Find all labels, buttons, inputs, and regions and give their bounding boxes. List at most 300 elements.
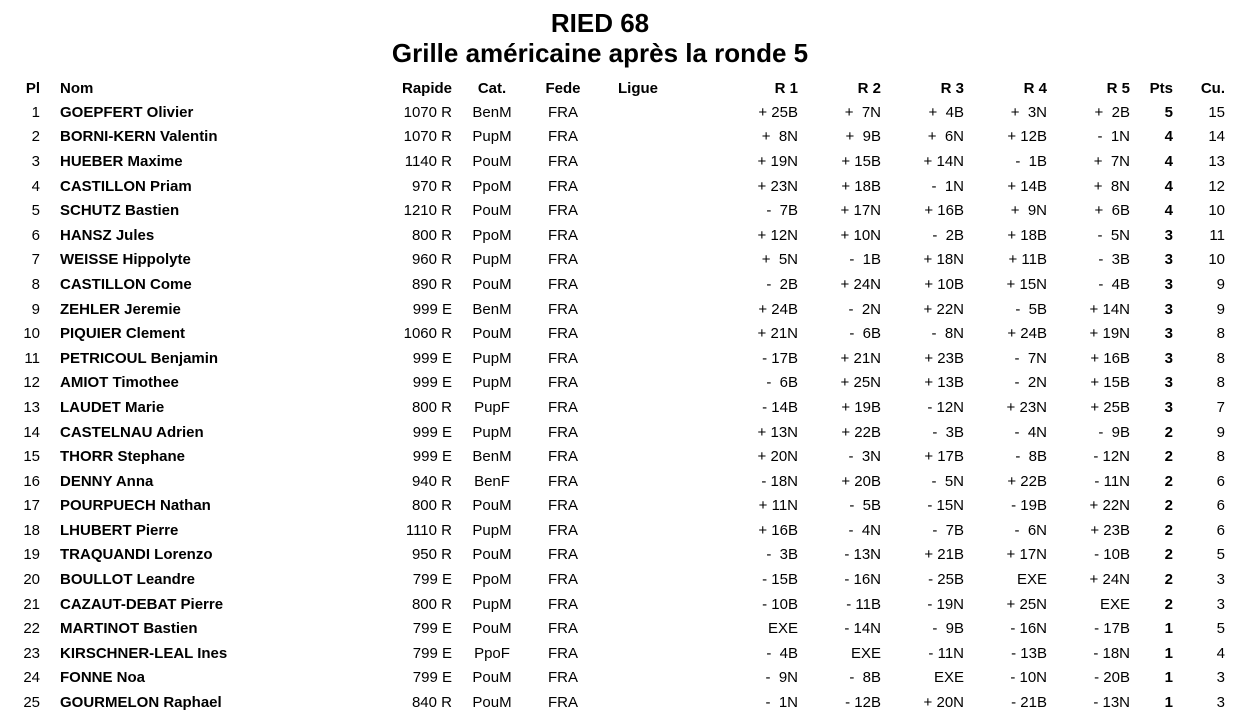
cell-ligue [594, 666, 718, 691]
cell-r5: - 10B [1094, 546, 1130, 564]
cell-cu: 8 [1216, 374, 1225, 392]
cell-r3: + 13B [924, 374, 964, 392]
cell-fede: FRA [548, 497, 578, 515]
cell-r3: - 19N [927, 595, 964, 613]
cell-r1: - 6B [766, 374, 798, 392]
cell-cu: 13 [1208, 152, 1225, 170]
table-row [0, 518, 1235, 543]
cell-r5: - 12N [1093, 448, 1130, 466]
cell-nom: WEISSE Hippolyte [60, 251, 191, 269]
cell-cu: 8 [1216, 325, 1225, 343]
cell-ligue [594, 321, 718, 346]
cell-pl: 22 [23, 620, 40, 638]
cell-cat: PupM [472, 521, 512, 539]
cell-cat: PouM [472, 275, 512, 293]
table-row [0, 666, 1235, 691]
cell-cat: BenM [472, 300, 512, 318]
cell-r4: + 3N [1010, 103, 1047, 121]
page-title: RIED 68 [550, 8, 650, 38]
cell-r2: + 19B [841, 398, 881, 416]
cell-cat: PouM [472, 497, 512, 515]
cell-cat: PouM [472, 152, 512, 170]
cell-r1: - 17B [762, 349, 798, 367]
cell-fede: FRA [548, 644, 578, 662]
cell-r3: + 16B [924, 202, 964, 220]
cell-pl: 3 [31, 152, 40, 170]
cell-rapide: 799 E [412, 644, 452, 662]
cell-r5: + 23B [1090, 521, 1130, 539]
cell-pts: 2 [1164, 595, 1173, 613]
cell-nom: PIQUIER Clement [60, 325, 186, 343]
cell-ligue [594, 395, 718, 420]
cell-fede: FRA [548, 128, 578, 146]
cell-fede: FRA [548, 275, 578, 293]
cell-r1: + 21N [757, 325, 798, 343]
cell-fede: FRA [548, 251, 578, 269]
cell-pl: 25 [23, 694, 40, 712]
cell-pts: 2 [1164, 521, 1173, 539]
cell-r4: + 25N [1006, 595, 1047, 613]
cell-cu: 12 [1208, 177, 1225, 195]
cell-pts: 4 [1164, 202, 1173, 220]
cell-ligue [594, 100, 718, 125]
cell-nom: HUEBER Maxime [60, 152, 183, 170]
cell-r1: + 16B [758, 521, 798, 539]
cell-pl: 11 [24, 349, 40, 367]
cell-r1: - 4B [766, 644, 798, 662]
cell-cat: PpoM [472, 226, 512, 244]
header-fede: Fede [545, 80, 581, 97]
header-cu: Cu. [1200, 80, 1225, 97]
cell-cu: 6 [1216, 472, 1225, 490]
cell-rapide: 999 E [412, 300, 452, 318]
table-row [0, 641, 1235, 666]
cell-r4: - 19B [1011, 497, 1047, 515]
cell-cu: 8 [1216, 448, 1225, 466]
cell-fede: FRA [548, 349, 578, 367]
cell-ligue [594, 371, 718, 396]
cell-r4: - 2N [1014, 374, 1047, 392]
cell-r4: + 11B [1008, 251, 1047, 269]
cell-pts: 1 [1164, 669, 1173, 687]
cell-cu: 5 [1216, 620, 1225, 638]
cell-r3: + 14N [923, 152, 964, 170]
cell-pl: 15 [23, 448, 40, 466]
header-r3: R 3 [940, 80, 964, 97]
header-pl: Pl [25, 80, 40, 97]
cell-nom: LAUDET Marie [60, 398, 165, 416]
cell-r1: - 10B [762, 595, 798, 613]
cell-r2: + 7N [844, 103, 881, 121]
cell-nom: KIRSCHNER-LEAL Ines [60, 644, 228, 662]
cell-rapide: 1110 R [405, 521, 452, 539]
cell-cu: 3 [1216, 669, 1225, 687]
cell-cu: 9 [1216, 300, 1225, 318]
cell-cat: PupM [472, 423, 512, 441]
cell-ligue [594, 346, 718, 371]
cell-rapide: 800 R [411, 398, 452, 416]
cell-cat: PouM [472, 694, 512, 712]
cell-r4: - 1B [1015, 152, 1047, 170]
table-row [0, 616, 1235, 641]
cell-ligue [594, 543, 718, 568]
cell-fede: FRA [548, 374, 578, 392]
cell-nom: CASTELNAU Adrien [60, 423, 204, 441]
cell-r2: - 12B [845, 694, 881, 712]
header-r2: R 2 [857, 80, 881, 97]
cell-cu: 6 [1216, 521, 1225, 539]
cell-r2: + 20B [841, 472, 881, 490]
cell-pts: 3 [1164, 275, 1173, 293]
cell-r4: + 14B [1007, 177, 1047, 195]
cell-rapide: 999 E [412, 374, 452, 392]
table-row [0, 223, 1235, 248]
cell-pl: 7 [31, 251, 40, 269]
cell-r5: + 25B [1090, 398, 1130, 416]
cell-nom: CASTILLON Come [60, 275, 192, 293]
cell-nom: DENNY Anna [60, 472, 154, 490]
cell-r5: - 4B [1098, 275, 1130, 293]
cell-r2: + 18B [841, 177, 881, 195]
cell-pts: 4 [1164, 128, 1173, 146]
cell-r3: + 17B [924, 448, 964, 466]
cell-r1: EXE [767, 620, 798, 638]
cell-r4: + 17N [1006, 546, 1047, 564]
cell-r3: + 6N [927, 128, 964, 146]
cell-ligue [594, 616, 718, 641]
cell-pl: 14 [23, 423, 40, 441]
page-header [0, 0, 1200, 68]
cell-pl: 9 [31, 300, 40, 318]
cell-rapide: 1140 R [404, 152, 452, 170]
cell-r4: + 15N [1006, 275, 1047, 293]
cell-rapide: 890 R [411, 275, 452, 293]
cell-fede: FRA [548, 521, 578, 539]
cell-ligue [594, 420, 718, 445]
cell-r1: + 23N [757, 177, 798, 195]
cell-pts: 2 [1164, 472, 1173, 490]
cell-ligue [594, 272, 718, 297]
cell-r4: - 5B [1015, 300, 1047, 318]
table-row [0, 346, 1235, 371]
cell-pl: 8 [31, 275, 40, 293]
cell-nom: MARTINOT Bastien [60, 620, 198, 638]
cell-ligue [594, 690, 718, 715]
cell-cu: 14 [1208, 128, 1225, 146]
cell-cu: 3 [1216, 595, 1225, 613]
table-row [0, 198, 1235, 223]
cell-r2: - 11B [846, 595, 881, 613]
cell-rapide: 800 R [411, 595, 452, 613]
cell-nom: BORNI-KERN Valentin [60, 128, 218, 146]
cell-r2: + 21N [840, 349, 881, 367]
cell-r5: - 9B [1098, 423, 1130, 441]
cell-fede: FRA [548, 202, 578, 220]
cell-r1: - 3B [766, 546, 798, 564]
cell-rapide: 970 R [411, 177, 452, 195]
cell-cat: PpoF [474, 644, 510, 662]
cell-fede: FRA [548, 152, 578, 170]
cell-pts: 2 [1164, 423, 1173, 441]
cell-pts: 1 [1164, 694, 1173, 712]
cell-r3: - 3B [932, 423, 964, 441]
cell-ligue [594, 223, 718, 248]
cell-cat: PupM [472, 595, 512, 613]
cell-pts: 1 [1164, 644, 1173, 662]
cell-nom: AMIOT Timothee [60, 374, 179, 392]
cell-cu: 10 [1208, 251, 1225, 269]
cell-cat: PouM [472, 325, 512, 343]
cell-r2: - 6B [849, 325, 881, 343]
cell-fede: FRA [548, 177, 578, 195]
cell-r4: - 21B [1011, 694, 1047, 712]
cell-r2: + 10N [840, 226, 881, 244]
cell-nom: HANSZ Jules [60, 226, 155, 244]
cell-nom: THORR Stephane [60, 448, 186, 466]
cell-nom: SCHUTZ Bastien [60, 202, 180, 220]
cell-rapide: 1070 R [403, 103, 452, 121]
cell-pl: 17 [23, 497, 40, 515]
cell-pl: 6 [31, 226, 40, 244]
cell-cat: PupM [472, 128, 512, 146]
cell-r2: + 25N [840, 374, 881, 392]
cell-r1: + 11N [758, 497, 798, 515]
cell-r5: + 2B [1094, 103, 1130, 121]
cell-cu: 3 [1216, 694, 1225, 712]
table-row [0, 149, 1235, 174]
cell-nom: CASTILLON Priam [60, 177, 192, 195]
cell-pts: 2 [1164, 571, 1173, 589]
cell-cat: BenM [472, 103, 512, 121]
cell-pl: 12 [23, 374, 40, 392]
cell-r3: + 18N [923, 251, 964, 269]
cell-r3: - 2B [932, 226, 964, 244]
standings-table [0, 77, 1235, 715]
cell-r2: + 24N [840, 275, 881, 293]
cell-r1: + 12N [757, 226, 798, 244]
cell-nom: LHUBERT Pierre [60, 521, 179, 539]
cell-ligue [594, 125, 718, 150]
cell-r2: - 14N [844, 620, 881, 638]
cell-rapide: 799 E [412, 571, 452, 589]
cell-r3: + 4B [928, 103, 964, 121]
cell-r5: + 22N [1089, 497, 1130, 515]
cell-r4: + 22B [1007, 472, 1047, 490]
cell-r3: - 15N [927, 497, 964, 515]
cell-nom: GOURMELON Raphael [60, 694, 222, 712]
cell-r4: - 16N [1010, 620, 1047, 638]
table-body [0, 100, 1235, 715]
table-row [0, 297, 1235, 322]
cell-rapide: 940 R [411, 472, 452, 490]
cell-cat: PupM [472, 349, 512, 367]
header-r5: R 5 [1106, 80, 1130, 97]
cell-cu: 7 [1216, 398, 1225, 416]
cell-pl: 23 [23, 644, 40, 662]
table-row [0, 690, 1235, 715]
cell-r4: EXE [1016, 571, 1047, 589]
table-row [0, 371, 1235, 396]
cell-cat: BenF [474, 472, 510, 490]
cell-r2: - 2N [848, 300, 881, 318]
cell-r2: - 13N [844, 546, 881, 564]
header-r1: R 1 [774, 80, 798, 97]
cell-r5: + 8N [1093, 177, 1130, 195]
cell-nom: ZEHLER Jeremie [60, 300, 181, 318]
cell-r3: - 1N [931, 177, 964, 195]
cell-ligue [594, 149, 718, 174]
cell-cat: PupM [472, 374, 512, 392]
cell-r2: + 17N [840, 202, 881, 220]
cell-r2: - 16N [844, 571, 881, 589]
cell-r4: + 18B [1007, 226, 1047, 244]
cell-ligue [594, 518, 718, 543]
cell-r1: + 24B [758, 300, 798, 318]
table-header [0, 77, 1235, 100]
table-row [0, 420, 1235, 445]
cell-r1: - 9N [765, 669, 798, 687]
cell-fede: FRA [548, 694, 578, 712]
cell-pts: 2 [1164, 546, 1173, 564]
cell-fede: FRA [548, 325, 578, 343]
cell-fede: FRA [548, 620, 578, 638]
table-row [0, 395, 1235, 420]
cell-r4: + 9N [1010, 202, 1047, 220]
table-row [0, 494, 1235, 519]
cell-pl: 2 [31, 128, 40, 146]
cell-r2: + 15B [841, 152, 881, 170]
cell-cu: 5 [1216, 546, 1225, 564]
header-pts: Pts [1149, 80, 1173, 97]
table-row [0, 592, 1235, 617]
cell-cu: 3 [1216, 571, 1225, 589]
cell-cat: PupM [472, 251, 512, 269]
cell-pts: 4 [1164, 152, 1173, 170]
cell-pts: 3 [1164, 251, 1173, 269]
table-row [0, 125, 1235, 150]
cell-fede: FRA [548, 423, 578, 441]
cell-r2: + 9B [845, 128, 881, 146]
cell-ligue [594, 641, 718, 666]
cell-rapide: 1070 R [403, 128, 452, 146]
cell-pts: 3 [1164, 300, 1173, 318]
cell-r3: - 12N [927, 398, 964, 416]
cell-r1: - 18N [761, 472, 798, 490]
cell-r5: - 11N [1094, 472, 1130, 490]
cell-ligue [594, 469, 718, 494]
cell-r2: - 4N [848, 521, 881, 539]
cell-pts: 5 [1164, 103, 1173, 121]
cell-cat: PouM [472, 669, 512, 687]
cell-rapide: 1060 R [403, 325, 452, 343]
cell-fede: FRA [548, 546, 578, 564]
cell-r2: EXE [850, 644, 881, 662]
table-row [0, 321, 1235, 346]
cell-fede: FRA [548, 669, 578, 687]
cell-fede: FRA [548, 300, 578, 318]
cell-r5: - 17B [1094, 620, 1130, 638]
header-r4: R 4 [1023, 80, 1047, 97]
cell-r1: - 1N [765, 694, 798, 712]
cell-cat: PpoM [472, 571, 512, 589]
cell-r2: + 22B [841, 423, 881, 441]
table-row [0, 444, 1235, 469]
cell-pl: 19 [23, 546, 40, 564]
cell-r1: - 14B [762, 398, 798, 416]
cell-cu: 15 [1208, 103, 1225, 121]
cell-fede: FRA [548, 103, 578, 121]
cell-pl: 20 [23, 571, 40, 589]
cell-cat: BenM [472, 448, 512, 466]
cell-r3: + 21B [924, 546, 964, 564]
cell-r5: + 16B [1090, 349, 1130, 367]
cell-r1: - 7B [766, 202, 798, 220]
cell-r5: + 14N [1089, 300, 1130, 318]
cell-nom: PETRICOUL Benjamin [60, 349, 219, 367]
cell-r5: EXE [1099, 595, 1130, 613]
cell-r4: - 4N [1014, 423, 1047, 441]
cell-r2: - 3N [848, 448, 881, 466]
cell-fede: FRA [548, 472, 578, 490]
cell-cat: PouM [472, 546, 512, 564]
cell-r3: + 10B [924, 275, 964, 293]
cell-r5: + 19N [1089, 325, 1130, 343]
cell-r4: + 24B [1007, 325, 1047, 343]
cell-rapide: 799 E [412, 620, 452, 638]
cell-r5: - 1N [1097, 128, 1130, 146]
cell-r2: - 8B [849, 669, 881, 687]
cell-r1: + 19N [757, 152, 798, 170]
cell-rapide: 800 R [411, 497, 452, 515]
cell-r1: + 5N [761, 251, 798, 269]
cell-r1: + 25B [758, 103, 798, 121]
cell-ligue [594, 174, 718, 199]
cell-pts: 3 [1164, 398, 1173, 416]
cell-r2: - 1B [849, 251, 881, 269]
cell-nom: BOULLOT Leandre [60, 571, 196, 589]
cell-rapide: 840 R [411, 694, 452, 712]
table-row [0, 543, 1235, 568]
cell-pl: 1 [31, 103, 40, 121]
cell-r1: + 8N [761, 128, 798, 146]
cell-pts: 1 [1164, 620, 1173, 638]
cell-r4: - 7N [1014, 349, 1047, 367]
cell-pts: 3 [1164, 325, 1173, 343]
cell-rapide: 999 E [412, 423, 452, 441]
header-ligue: Ligue [618, 80, 658, 97]
cell-r1: - 15B [762, 571, 798, 589]
cell-ligue [594, 248, 718, 273]
cell-cu: 4 [1216, 644, 1225, 662]
cell-r4: + 12B [1007, 128, 1047, 146]
cell-nom: POURPUECH Nathan [60, 497, 211, 515]
cell-r5: - 18N [1093, 644, 1130, 662]
cell-r3: - 9B [932, 620, 964, 638]
cell-nom: TRAQUANDI Lorenzo [60, 546, 213, 564]
cell-r3: - 25B [928, 571, 964, 589]
cell-ligue [594, 198, 718, 223]
cell-cu: 10 [1208, 202, 1225, 220]
cell-r3: - 11N [928, 644, 964, 662]
cell-rapide: 950 R [411, 546, 452, 564]
cell-pts: 4 [1164, 177, 1173, 195]
cell-cu: 6 [1216, 497, 1225, 515]
table-row [0, 100, 1235, 125]
cell-fede: FRA [548, 448, 578, 466]
header-nom: Nom [60, 80, 94, 97]
table-row [0, 567, 1235, 592]
cell-fede: FRA [548, 226, 578, 244]
